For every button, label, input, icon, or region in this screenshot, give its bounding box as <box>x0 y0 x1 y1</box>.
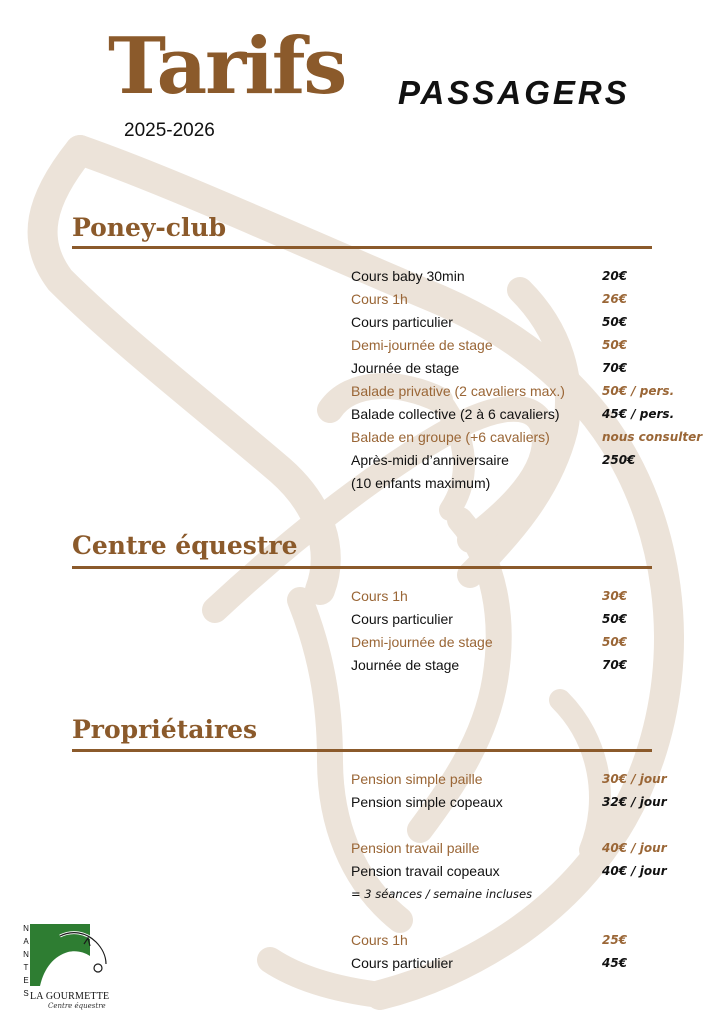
logo-letter: N <box>23 950 29 959</box>
season-label: 2025-2026 <box>124 120 215 141</box>
service-price: nous consulter <box>602 430 703 444</box>
service-price: 50€ <box>602 315 628 329</box>
logo-letter: S <box>23 989 29 998</box>
service-label: Cours 1h <box>351 291 408 307</box>
service-label: Cours baby 30min <box>351 268 465 284</box>
service-price: 70€ <box>602 658 628 672</box>
section-title-proprietaires: Propriétaires <box>72 715 258 744</box>
service-label: Cours particulier <box>351 955 453 971</box>
page-title: Tarifs <box>108 21 346 112</box>
logo-letter: E <box>23 976 29 985</box>
price-row <box>351 952 701 975</box>
row-spacer <box>351 814 701 837</box>
logo-letter: A <box>23 937 29 946</box>
service-price: 50€ <box>602 635 628 649</box>
price-row <box>351 380 701 403</box>
price-row <box>351 426 701 449</box>
service-label: Pension simple paille <box>351 771 483 787</box>
section-divider <box>72 566 652 569</box>
service-label: Cours 1h <box>351 932 408 948</box>
price-row <box>351 265 701 288</box>
price-row <box>351 403 701 426</box>
price-row <box>351 791 701 814</box>
price-row <box>351 449 701 472</box>
price-list-centre-equestre <box>351 585 701 677</box>
price-row <box>351 311 701 334</box>
price-row <box>351 654 701 677</box>
horse-logo-icon <box>30 922 110 988</box>
logo-letter: T <box>23 963 29 972</box>
price-row <box>351 883 701 906</box>
service-price: 70€ <box>602 361 628 375</box>
service-label: Demi-journée de stage <box>351 634 493 650</box>
service-label: Balade en groupe (+6 cavaliers) <box>351 429 550 445</box>
service-label: (10 enfants maximum) <box>351 475 491 491</box>
price-row <box>351 334 701 357</box>
service-price: 20€ <box>602 269 628 283</box>
club-logo <box>18 918 118 1014</box>
service-price: 50€ / pers. <box>602 384 675 398</box>
service-price: 50€ <box>602 338 628 352</box>
price-note: = 3 séances / semaine incluses <box>351 887 533 901</box>
row-spacer <box>351 906 701 929</box>
service-price: 32€ / jour <box>602 795 667 809</box>
price-row <box>351 929 701 952</box>
price-row <box>351 288 701 311</box>
logo-name: LA GOURMETTE <box>30 991 110 1002</box>
price-row <box>351 357 701 380</box>
service-price: 45€ / pers. <box>602 407 675 421</box>
service-label: Pension travail copeaux <box>351 863 500 879</box>
service-label: Journée de stage <box>351 657 460 673</box>
logo-letter: N <box>23 924 29 933</box>
service-price: 30€ <box>602 589 628 603</box>
service-price: 40€ / jour <box>602 864 667 878</box>
service-price: 40€ / jour <box>602 841 667 855</box>
price-row <box>351 585 701 608</box>
price-list-proprietaires <box>351 768 701 975</box>
section-divider <box>72 246 652 249</box>
service-label: Journée de stage <box>351 360 460 376</box>
price-row <box>351 631 701 654</box>
service-label: Balade collective (2 à 6 cavaliers) <box>351 406 560 422</box>
service-price: 250€ <box>602 453 636 467</box>
price-row <box>351 837 701 860</box>
page-subtitle: PASSAGERS <box>398 74 630 111</box>
logo-tagline: Centre équestre <box>48 1002 106 1010</box>
service-label: Cours 1h <box>351 588 408 604</box>
price-row <box>351 472 701 495</box>
service-label: Cours particulier <box>351 314 453 330</box>
service-label: Cours particulier <box>351 611 453 627</box>
service-price: 45€ <box>602 956 628 970</box>
service-price: 25€ <box>602 933 628 947</box>
service-label: Pension travail paille <box>351 840 480 856</box>
section-title-centre-equestre: Centre équestre <box>72 531 298 560</box>
service-price: 30€ / jour <box>602 772 667 786</box>
price-row <box>351 860 701 883</box>
price-row <box>351 608 701 631</box>
service-label: Demi-journée de stage <box>351 337 493 353</box>
service-price: 26€ <box>602 292 628 306</box>
service-label: Pension simple copeaux <box>351 794 503 810</box>
price-row <box>351 768 701 791</box>
price-list-poney-club <box>351 265 701 495</box>
service-price: 50€ <box>602 612 628 626</box>
section-divider <box>72 749 652 752</box>
section-title-poney-club: Poney-club <box>72 213 227 242</box>
service-label: Balade privative (2 cavaliers max.) <box>351 383 565 399</box>
service-label: Après-midi d’anniversaire <box>351 452 509 468</box>
